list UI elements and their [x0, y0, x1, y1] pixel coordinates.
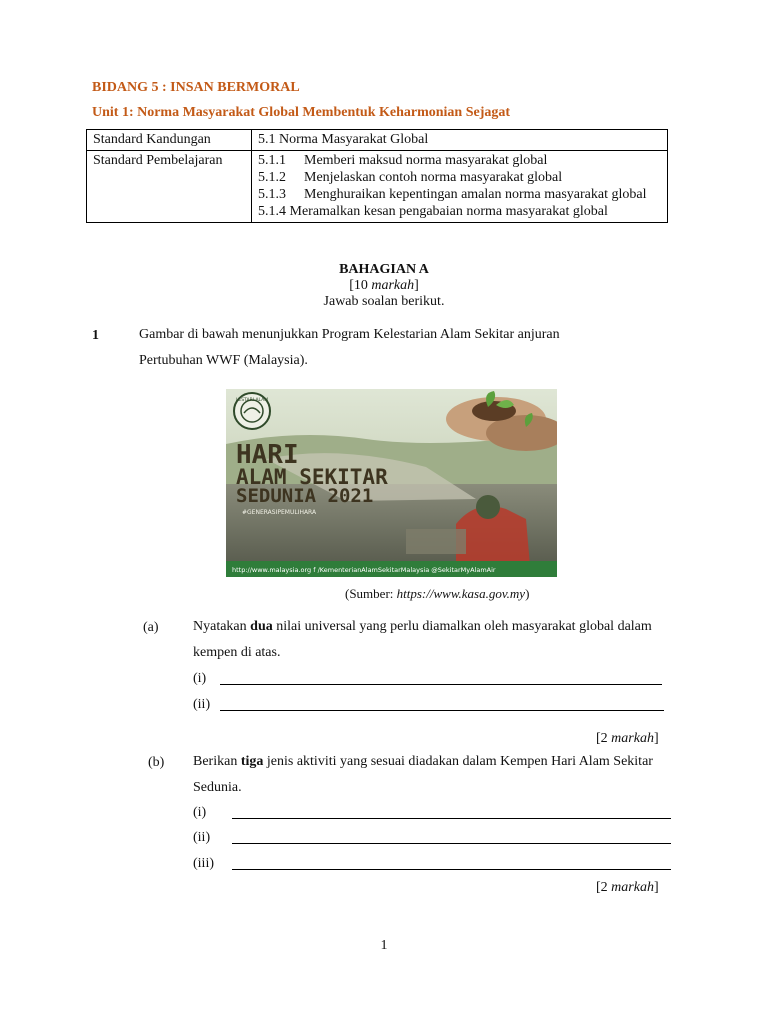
part-a-text [193, 614, 673, 666]
marks-close: ] [414, 278, 419, 293]
part-b-text [193, 749, 673, 801]
standards-table [86, 129, 668, 223]
standard-code: 5.1.3 [258, 187, 286, 202]
page-number: 1 [380, 938, 388, 953]
bidang-heading: BIDANG 5 : INSAN BERMORAL [92, 80, 300, 95]
answer-line-b-iii[interactable] [232, 869, 671, 870]
answer-line-a-i[interactable] [220, 684, 662, 685]
answer-label-b-i: (i) [193, 805, 207, 820]
list-item [258, 169, 661, 186]
answer-line-b-ii[interactable] [232, 843, 671, 844]
standard-pembelajaran-list [252, 151, 668, 223]
marks-open: [2 [596, 731, 612, 746]
standard-text: Menghuraikan kepentingan amalan norma masyarakat global [304, 187, 647, 202]
answer-label-b-iii: (iii) [193, 856, 214, 871]
source-prefix: (Sumber: [345, 586, 397, 601]
poster-title-line1: HARI [236, 440, 299, 470]
answer-line-a-ii[interactable] [220, 710, 664, 711]
unit-heading: Unit 1: Norma Masyarakat Global Membentuk Keharmonian Sejagat [92, 105, 511, 120]
table-row [87, 130, 668, 151]
part-b-text-before: Berikan [193, 754, 241, 769]
answer-label-b-ii: (ii) [193, 830, 211, 845]
campaign-poster-image [226, 389, 557, 577]
part-a-marks [596, 731, 659, 747]
marks-close: ] [653, 731, 659, 746]
list-item [258, 186, 661, 203]
source-url: https://www.kasa.gov.my [396, 586, 526, 601]
standard-kandungan-value: 5.1 Norma Masyarakat Global [252, 130, 668, 151]
poster-title-line2: ALAM SEKITAR [236, 465, 388, 489]
list-item [258, 152, 661, 169]
poster-logo-text: LESTARI ALAM [235, 398, 269, 403]
standard-kandungan-label: Standard Kandungan [87, 130, 252, 151]
part-b-bold: tiga [240, 754, 264, 769]
standard-text: Memberi maksud norma masyarakat global [304, 153, 548, 168]
marks-close: ] [653, 880, 659, 895]
marks-open: [2 [596, 880, 612, 895]
poster-graphic [226, 389, 557, 577]
standard-code: 5.1.1 [258, 153, 286, 168]
standard-pembelajaran-label: Standard Pembelajaran [87, 151, 252, 223]
marks-word: markah [611, 880, 654, 895]
answer-label-a-ii: (ii) [193, 697, 211, 712]
question-text: Gambar di bawah menunjukkan Program Kelestarian Alam Sekitar anjuran Pertubuhan WWF (Malaysia). [139, 327, 560, 368]
poster-hashtag: #GENERASIPEMULIHARA [242, 509, 317, 516]
standard-text: Menjelaskan contoh norma masyarakat global [304, 170, 563, 185]
marks-word: markah [371, 278, 415, 293]
marks-open: [10 [349, 278, 372, 293]
part-b-marks [596, 880, 659, 896]
source-suffix: ) [525, 586, 530, 601]
section-title: BAHAGIAN A [339, 262, 429, 277]
part-a-text-before: Nyatakan [193, 619, 251, 634]
part-b-text-after: jenis aktiviti yang sesuai diadakan dalam Kempen Hari Alam Sekitar Sedunia. [193, 754, 653, 795]
part-b-label: (b) [148, 755, 165, 770]
part-a-bold: dua [250, 619, 273, 634]
table-row [87, 151, 668, 223]
list-item: 5.1.4 Meramalkan kesan pengabaian norma masyarakat global [258, 204, 608, 219]
poster-title-line3: SEDUNIA 2021 [236, 485, 374, 507]
part-a-text-after: nilai universal yang perlu diamalkan oleh masyarakat global dalam kempen di atas. [193, 619, 652, 660]
question-number: 1 [92, 328, 99, 343]
standard-code: 5.1.2 [258, 170, 286, 185]
marks-word: markah [611, 731, 654, 746]
section-instruction: Jawab soalan berikut. [323, 294, 445, 309]
answer-line-b-i[interactable] [232, 818, 671, 819]
part-a-label: (a) [143, 620, 159, 635]
section-marks [0, 278, 768, 294]
image-source [345, 586, 529, 602]
answer-label-a-i: (i) [193, 671, 207, 686]
poster-footer: http://www.malaysia.org f /KementerianAlamSekitarMalaysia @SekitarMyAlamAir [232, 566, 496, 574]
